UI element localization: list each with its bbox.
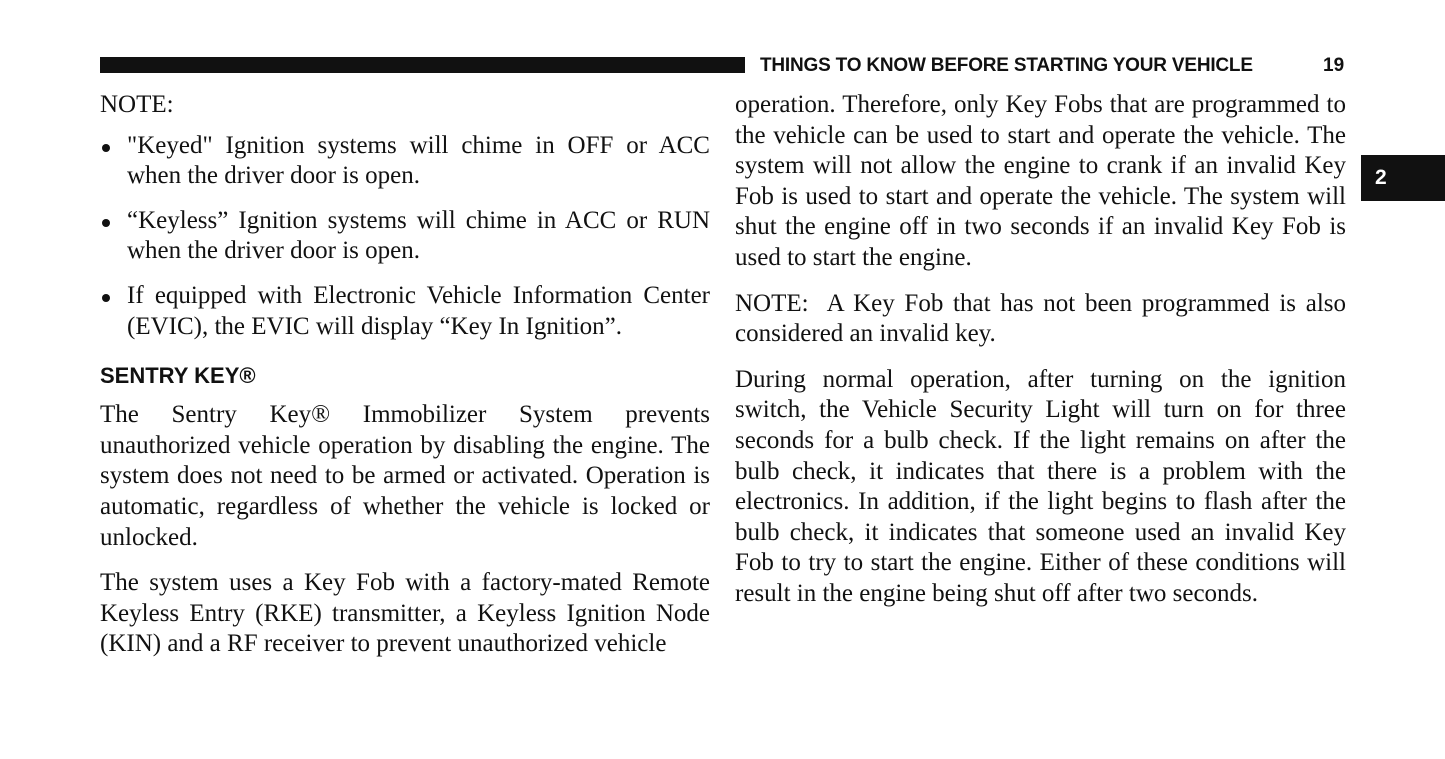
body-paragraph: During normal operation, after turning on the ignition switch, the Vehicle Security Light will turn on for three seconds for a bulb check. If the light remains on after the bulb check, it indicates that there is a problem with the electronics. In addition, if the light begins to flash after the bulb check, it indicates that someone used an invalid Key Fob to try to start the engine. Either of these conditions will result in the engine being shut off after two seconds. xyxy=(735,365,1346,607)
note-label: NOTE: xyxy=(100,91,174,118)
right-column xyxy=(735,90,1346,625)
header-rule xyxy=(100,57,745,73)
bullet-dot-icon xyxy=(102,144,110,152)
running-header-title: THINGS TO KNOW BEFORE STARTING YOUR VEHICLE xyxy=(760,55,1253,76)
left-column xyxy=(100,90,710,675)
chapter-tab xyxy=(1361,155,1445,201)
page-number: 19 xyxy=(1323,55,1345,76)
note-paragraph xyxy=(735,289,1346,350)
note-text: A Key Fob that has not been programmed is also considered an invalid key. xyxy=(735,289,1346,348)
list-item: If equipped with Electronic Vehicle Information Center (EVIC), the EVIC will display “Key In Ignition”. xyxy=(100,281,710,342)
list-item: “Keyless” Ignition systems will chime in ACC or RUN when the driver door is open. xyxy=(100,206,710,267)
body-paragraph: The system uses a Key Fob with a factory-mated Remote Keyless Entry (RKE) transmitter, a Keyless Ignition Node (KIN) and a RF receiver to prevent unauthorized vehicle xyxy=(100,569,710,658)
list-item: "Keyed" Ignition systems will chime in OFF or ACC when the driver door is open. xyxy=(100,131,710,192)
note-bullet-list xyxy=(100,131,710,343)
section-heading: SENTRY KEY® xyxy=(100,363,256,389)
chapter-tab-number: 2 xyxy=(1375,166,1387,189)
bullet-dot-icon xyxy=(102,219,110,227)
note-label: NOTE: xyxy=(735,289,809,317)
body-paragraph: operation. Therefore, only Key Fobs that are programmed to the vehicle can be used to start and operate the vehicle. The system will not allow the engine to crank if an invalid Key Fob is used to start and operate the vehicle. The system will shut the engine off in two seconds if an invalid Key Fob is used to start the engine. xyxy=(735,91,1346,271)
body-paragraph: The Sentry Key® Immobilizer System prevents unauthorized vehicle operation by disabling the engine. The system does not need to be armed or activated. Operation is automatic, regardless of whether the vehicle is locked or unlocked. xyxy=(100,401,710,551)
bullet-dot-icon xyxy=(102,294,110,302)
